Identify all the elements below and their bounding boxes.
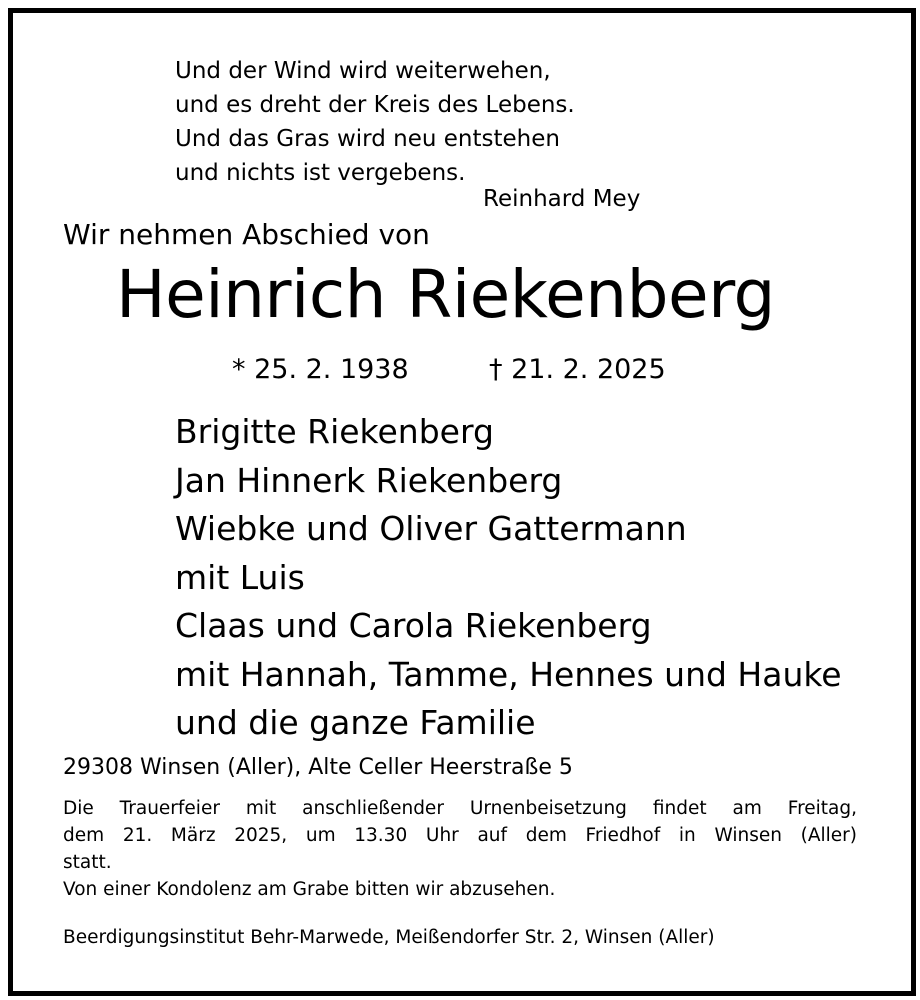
funeral-home: Beerdigungsinstitut Behr-Marwede, Meißendorfer Str. 2, Winsen (Aller) [63, 927, 715, 948]
mourner-line: und die ganze Familie [175, 703, 536, 742]
mourners-list [175, 408, 842, 748]
deceased-name: Heinrich Riekenberg [116, 256, 775, 333]
service-line: Die Trauerfeier mit anschließender Urnenbeisetzung findet am Freitag, [63, 798, 857, 819]
farewell-intro: Wir nehmen Abschied von [63, 218, 430, 251]
poem-line: und nichts ist vergebens. [175, 160, 466, 186]
poem-line: Und der Wind wird weiterwehen, [175, 58, 551, 84]
family-address: 29308 Winsen (Aller), Alte Celler Heerstraße 5 [63, 755, 573, 780]
mourner-line: Jan Hinnerk Riekenberg [175, 460, 563, 500]
service-line: dem 21. März 2025, um 13.30 Uhr auf dem Friedhof in Winsen (Aller) [63, 825, 857, 846]
birth-date: * 25. 2. 1938 [232, 354, 409, 385]
death-date: † 21. 2. 2025 [489, 354, 666, 385]
mourner-line: Brigitte Riekenberg [175, 412, 494, 451]
service-line: statt. [63, 852, 112, 873]
mourner-line: Wiebke und Oliver Gattermann [175, 509, 687, 548]
service-line: Von einer Kondolenz am Grabe bitten wir abzusehen. [63, 879, 556, 900]
poem-line: und es dreht der Kreis des Lebens. [175, 92, 575, 118]
poem [175, 54, 575, 190]
mourner-line: mit Hannah, Tamme, Hennes und Hauke [175, 654, 842, 694]
poem-line: Und das Gras wird neu entstehen [175, 126, 560, 152]
mourner-line: mit Luis [175, 557, 305, 597]
mourner-line: Claas und Carola Riekenberg [175, 606, 652, 645]
poem-author: Reinhard Mey [483, 186, 641, 212]
service-notice [63, 795, 857, 903]
